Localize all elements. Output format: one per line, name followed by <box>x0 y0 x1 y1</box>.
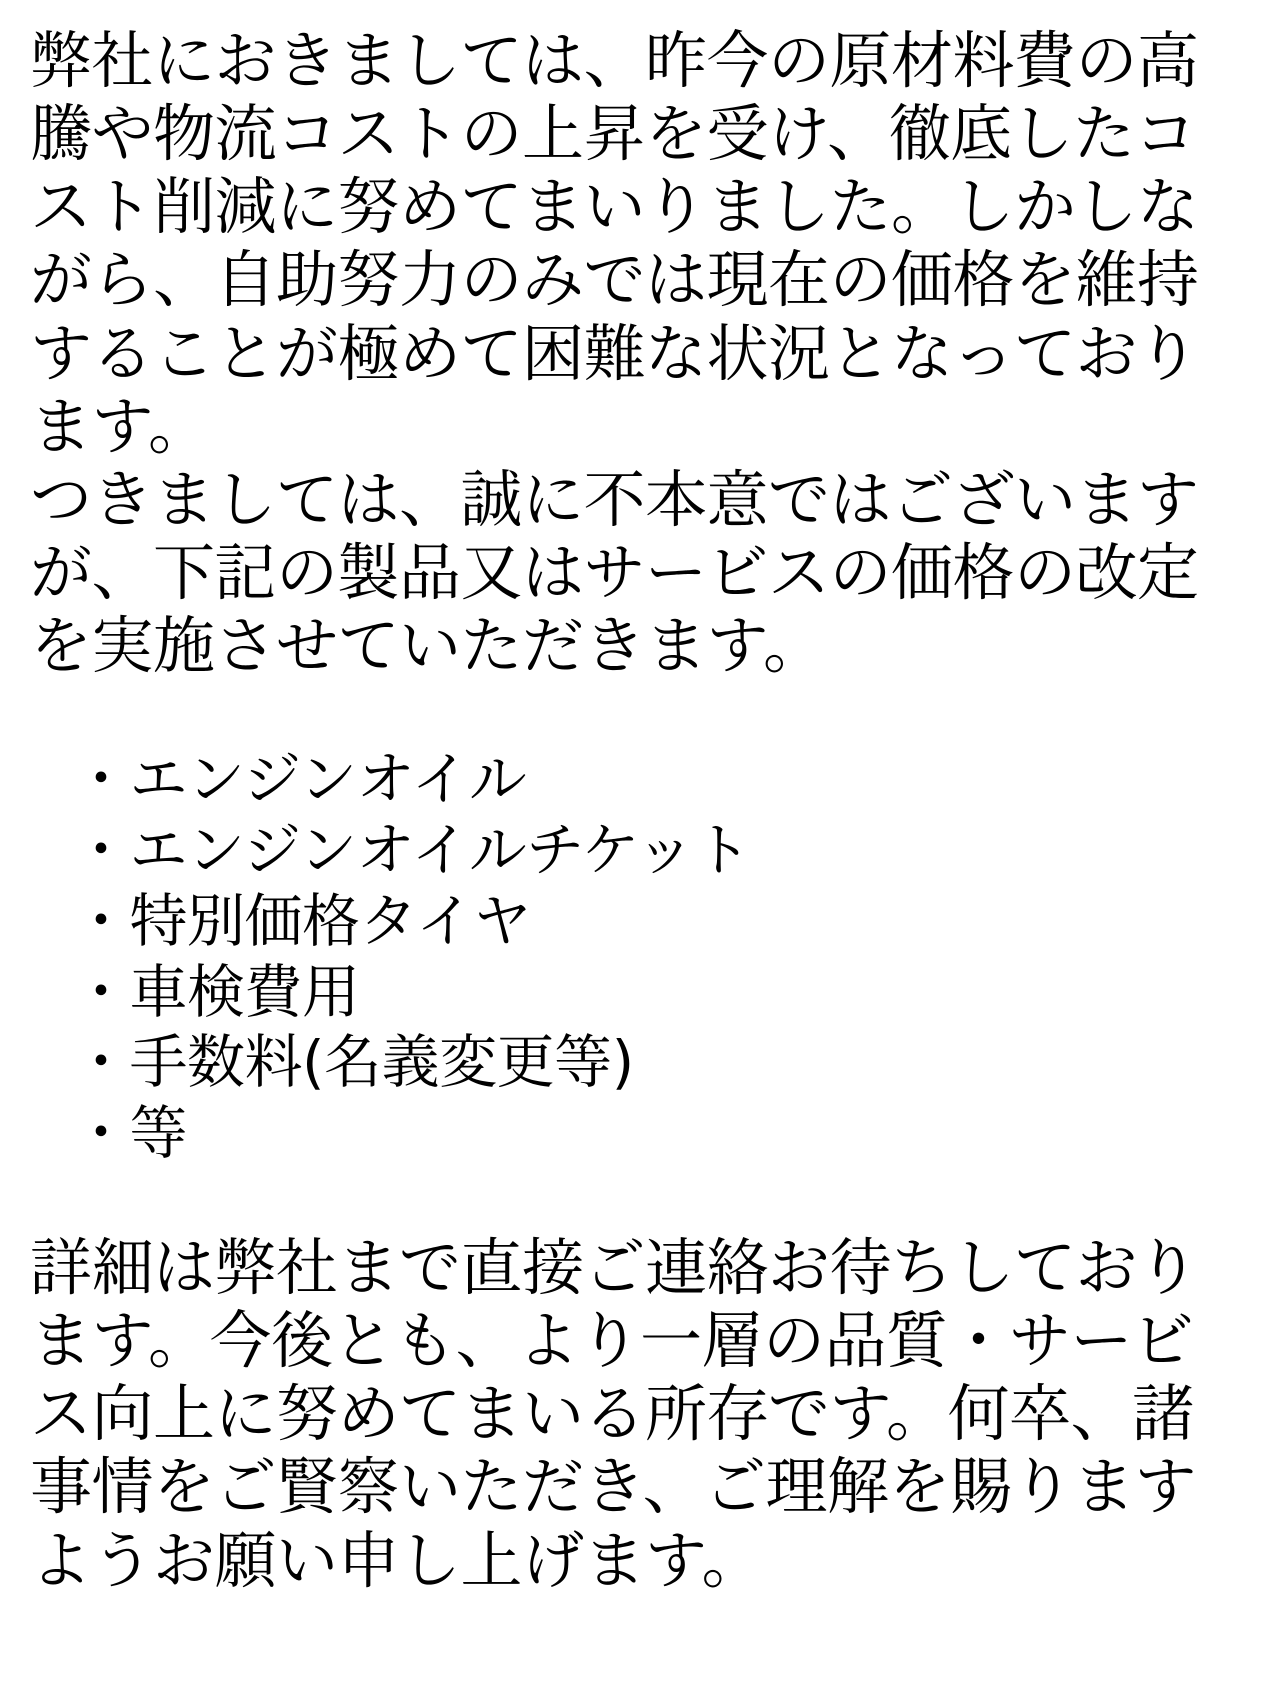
list-item-label: 等 <box>129 1099 188 1168</box>
bullet-glyph: ・ <box>72 886 130 955</box>
bullet-glyph: ・ <box>72 1099 130 1168</box>
paragraph-notice: つきましては、誠に不本意ではございますが、下記の製品又はサービスの価格の改定を実施させていただきます。 <box>30 462 1199 683</box>
list-item-label: 特別価格タイヤ <box>129 886 531 955</box>
bullet-glyph: ・ <box>72 745 130 814</box>
list-item-label: エンジンオイルチケット <box>129 816 751 885</box>
paragraph-closing: 詳細は弊社まで直接ご連絡お待ちしております。今後とも、より一層の品質・サービス向上に努めてまいる所存です。何卒、諸事情をご賢察いただき、ご理解を賜りますようお願い申し上げます。 <box>30 1230 1199 1597</box>
list-item-label: エンジンオイル <box>129 745 527 814</box>
list-item <box>72 957 1250 1028</box>
list-item <box>72 744 1250 815</box>
list-item <box>72 815 1250 886</box>
spacer-after-list <box>30 1169 1250 1231</box>
bullet-glyph: ・ <box>72 957 130 1026</box>
list-item-label: 手数料(名義変更等) <box>129 1028 634 1097</box>
list-item-label: 車検費用 <box>129 957 360 1026</box>
list-item <box>72 1098 1250 1169</box>
spacer-before-list <box>30 682 1250 744</box>
bullet-glyph: ・ <box>72 1028 130 1097</box>
list-item <box>72 1027 1250 1098</box>
list-item <box>72 886 1250 957</box>
price-revision-item-list <box>30 744 1250 1169</box>
paragraph-intro: 弊社におきましては、昨今の原材料費の高騰や物流コストの上昇を受け、徹底したコスト削減に努めてまいりました。しかしながら、自助努力のみでは現在の価格を維持することが極めて困難な状況となっております。 <box>30 24 1199 463</box>
bullet-glyph: ・ <box>72 816 130 885</box>
